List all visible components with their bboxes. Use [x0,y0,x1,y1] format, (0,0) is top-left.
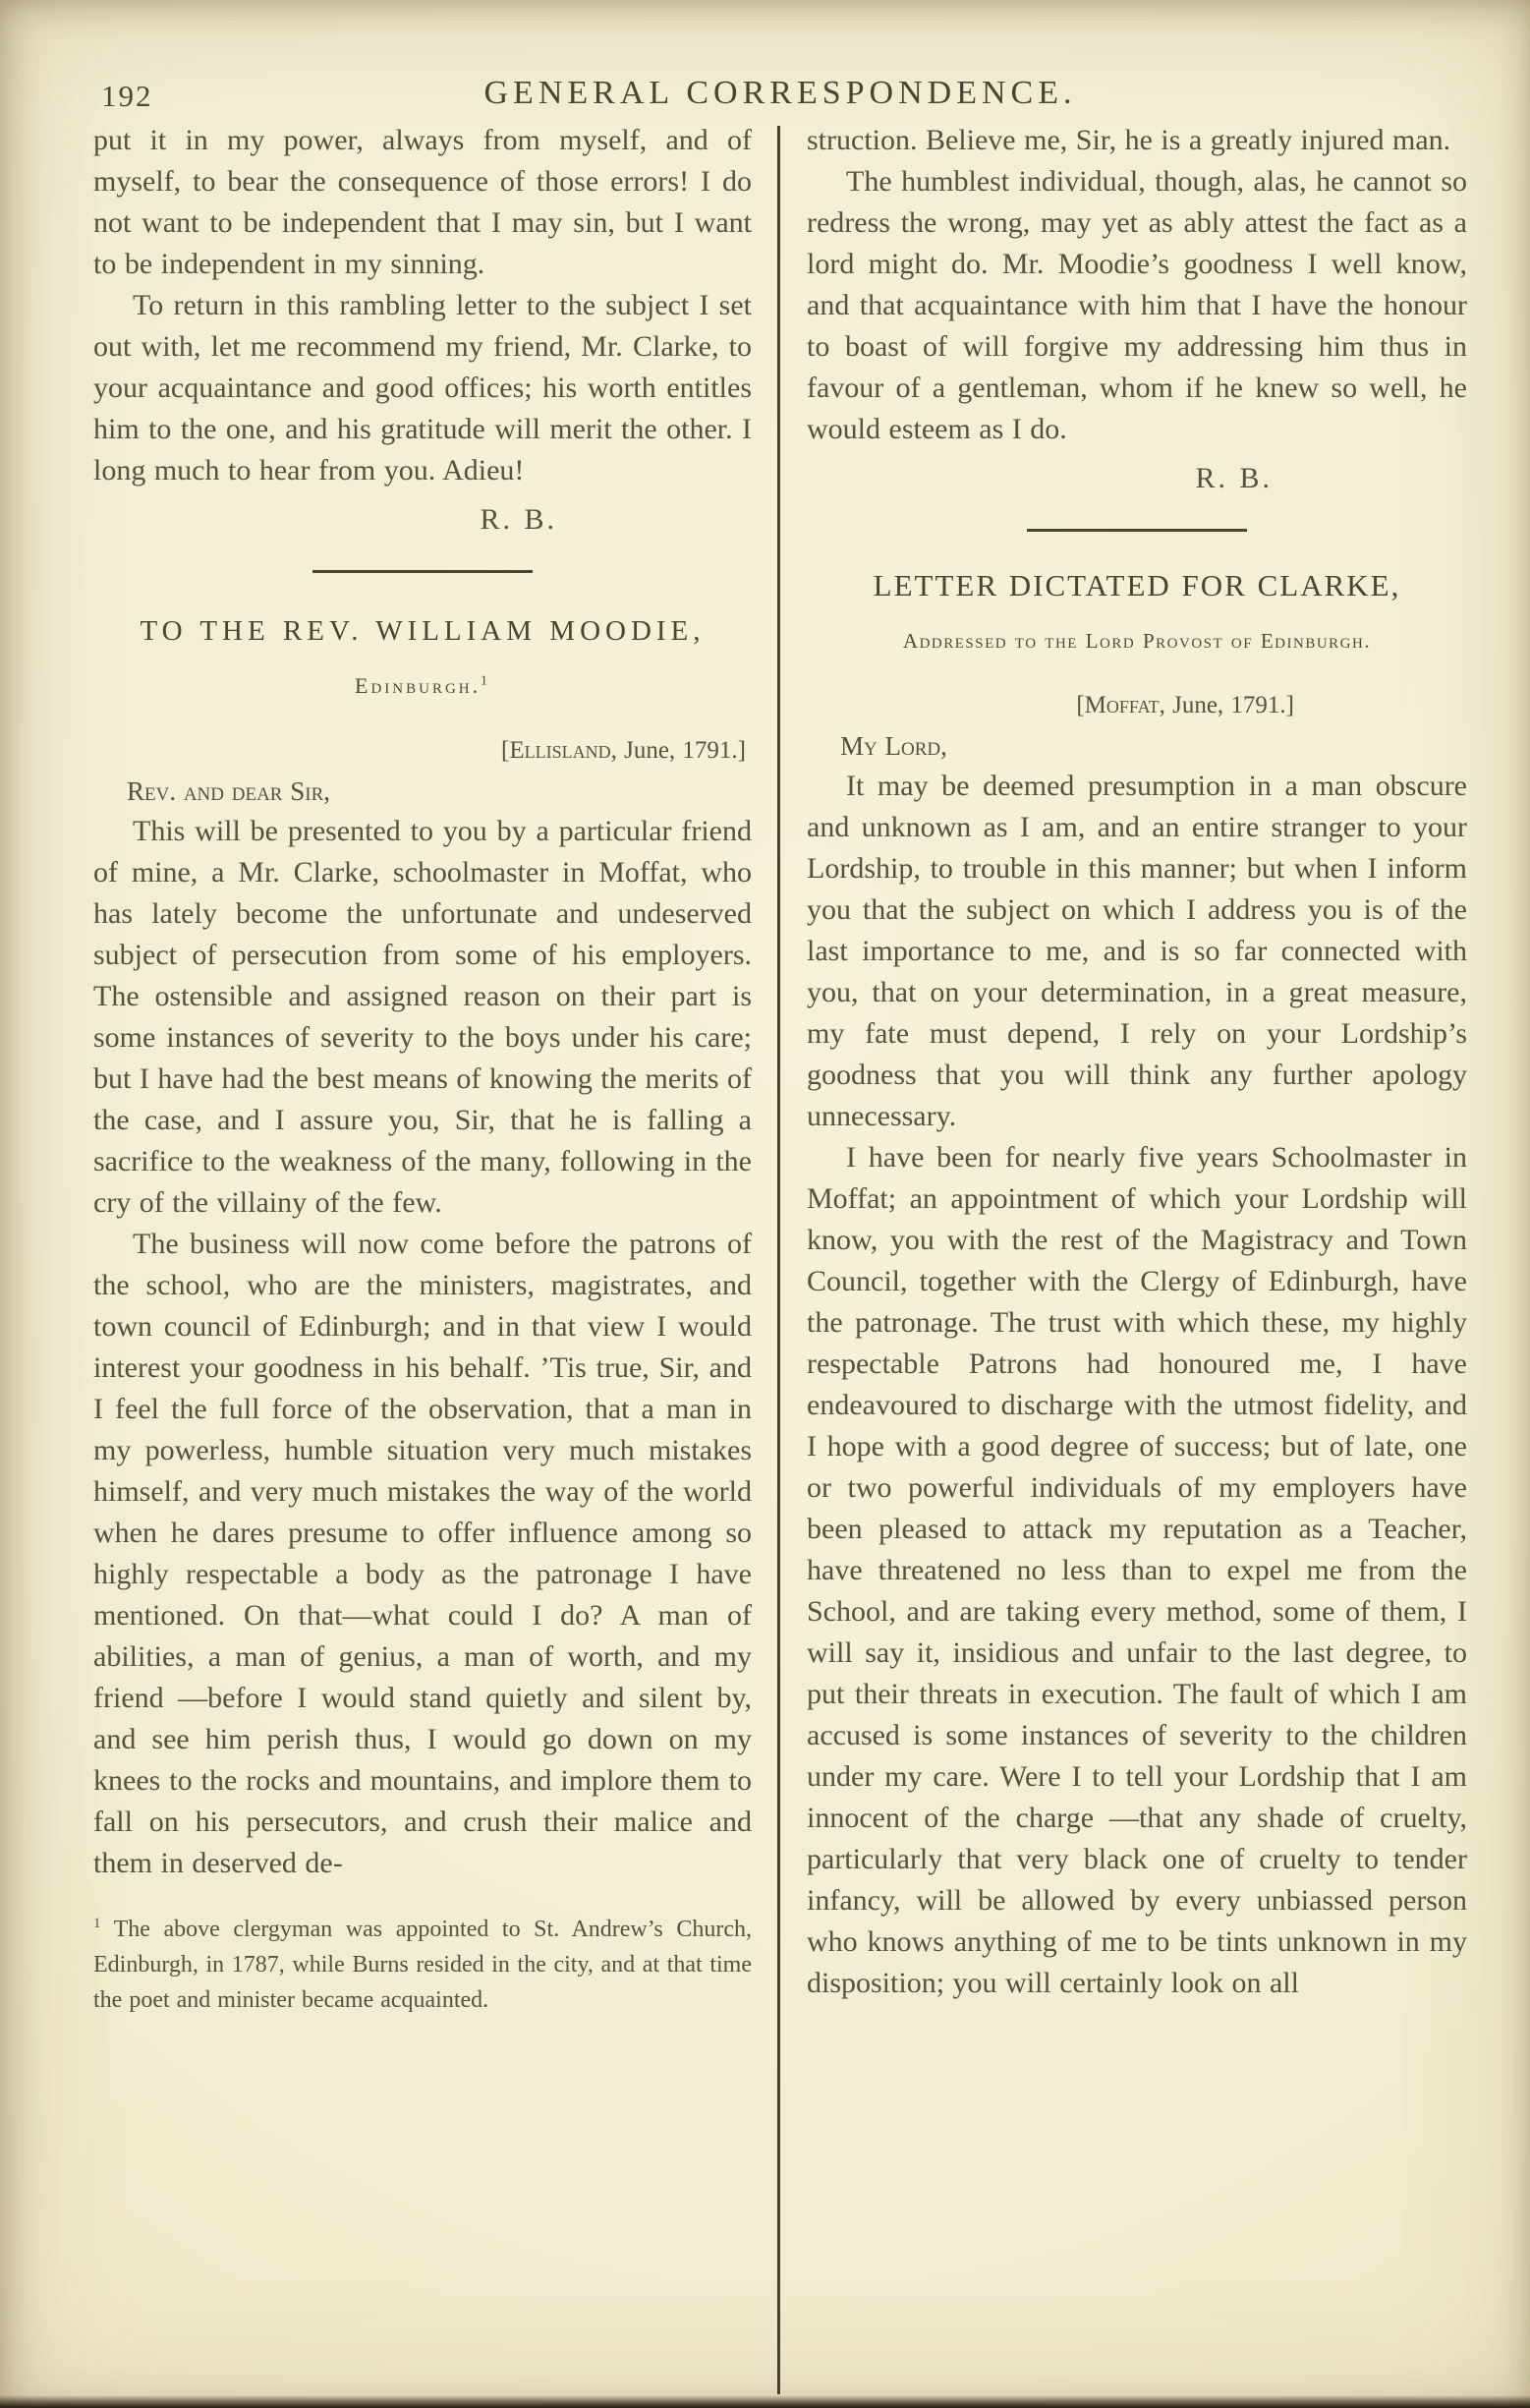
dateline-date: , June, 1791.] [610,737,746,764]
signature: R. B. [480,503,557,536]
letter-subtitle: Addressed to the Lord Provost of Edinburgh. [902,629,1372,653]
running-title: GENERAL CORRESPONDENCE. [483,75,1077,111]
dateline-place: [Ellisland [501,737,611,764]
page-number: 192 [101,79,153,113]
section-divider [312,570,533,573]
paragraph: I have been for nearly five years Schoolmaster in Moffat; an appointment of which your Lordship will know, you with the rest of the Magistracy and Town Council, together with the Clergy of Edinburgh, have the patronage. The trust with which these, my highly respectable Patrons had honoured me, I have endeavoured to discharge with the utmost fidelity, and I hope with a good degree of success; but of late, one or two powerful individuals of my employers have been pleased to attack my reputation as a Teacher, have threatened no less than to expel me from the School, and are taking every method, some of them, I will say it, insidious and unfair to the last degree, to put their threats in execution. The fault of which I am accused is some instances of severity to the children under my care. Were I to tell your Lordship that I am innocent of the charge —that any shade of cruelty, particularly that very black one of cruelty to tender infancy, will be allowed by every unbiassed person who knows anything of me to be tints unknown in my disposition; you will certainly look on all [807,1141,1467,1999]
paragraph: The humblest individual, though, alas, he cannot so redress the wrong, may yet as ably attest the fact as a lord might do. Mr. Moodie’s goodness I well know, and that acquaintance with him that I have the honour to boast of will forgive my addressing him thus in favour of a gentleman, whom if he knew so well, he would esteem as I do. [807,165,1467,445]
section-divider [1027,529,1247,532]
two-column-layout [93,120,1467,2394]
paragraph: To return in this rambling letter to the subject I set out with, let me recommend my friend, Mr. Clarke, to your acquaintance and good offices; his worth entitles him to the one, and his gratitude will merit the other. I long much to hear from you. Adieu! [93,289,752,487]
salutation: My Lord, [840,731,947,761]
page-header [93,75,1467,120]
dateline [93,730,752,772]
letter-subtitle [93,665,752,707]
letter-subtitle-text: Edinburgh. [355,673,482,698]
footnote [93,1912,752,2018]
footnote-reference: 1 [481,672,490,688]
paragraph: The business will now come before the patrons of the school, who are the ministers, magistrates, and town council of Edinburgh; and in that view I would interest your goodness in his behalf. ’Tis true, Sir, and I feel the full force of the observation, that a man in my powerless, humble situation very much mistakes himself, and very much mistakes the way of the world when he dares presume to offer influence among so highly respectable a body as the patronage I have mentioned. On that—what could I do? A man of abilities, a man of genius, a man of worth, and my friend —before I would stand quietly and silent by, and see him perish thus, I would go down on my knees to the rocks and mountains, and implore them to fall on his persecutors, and crush their malice and them in deserved de- [93,1228,752,1879]
letter-title: TO THE REV. WILLIAM MOODIE, [140,615,706,647]
footnote-text: The above clergyman was appointed to St. Andrew’s Church, Edinburgh, in 1787, while Burns resided in the city, and at that time the poet and minister became acquainted. [93,1917,752,2013]
paragraph: This will be presented to you by a particular friend of mine, a Mr. Clarke, schoolmaster in Moffat, who has lately become the unfortunate and undeserved subject of persecution from some of his employers. The ostensible and assigned reason on their part is some instances of severity to the boys under his care; but I have had the best means of knowing the merits of the case, and I assure you, Sir, that he is falling a sacrifice to the weakness of the many, following in the cry of the villainy of the few. [93,815,753,1219]
dateline-date: , June, 1791.] [1159,692,1294,718]
salutation: Rev. and dear Sir, [127,776,330,806]
paragraph-continuation: put it in my power, always from myself, and of myself, to bear the consequence of those errors! I do not want to be independent that I may sin, but I want to be independent in my sinning. [93,124,752,280]
signature: R. B. [1195,462,1273,494]
left-column [93,120,752,2394]
column-divider [777,126,780,2394]
right-column [807,120,1467,2394]
dateline [807,685,1467,726]
scan-bottom-edge [0,2395,1530,2408]
paragraph-continuation: struction. Believe me, Sir, he is a greatly injured man. [807,124,1451,156]
paragraph: It may be deemed presumption in a man obscure and unknown as I am, and an entire stranger to your Lordship, to trouble in this manner; but when I inform you that the subject on which I address you is of the last importance to me, and is so far connected with you, that on your determination, in a great measure, my fate must depend, I rely on your Lordship’s goodness that you will think any further apology unnecessary. [807,770,1467,1132]
letter-title: LETTER DICTATED FOR CLARKE, [873,568,1401,602]
dateline-place: [Moffat [1076,692,1160,718]
footnote-marker: 1 [93,1916,101,1931]
